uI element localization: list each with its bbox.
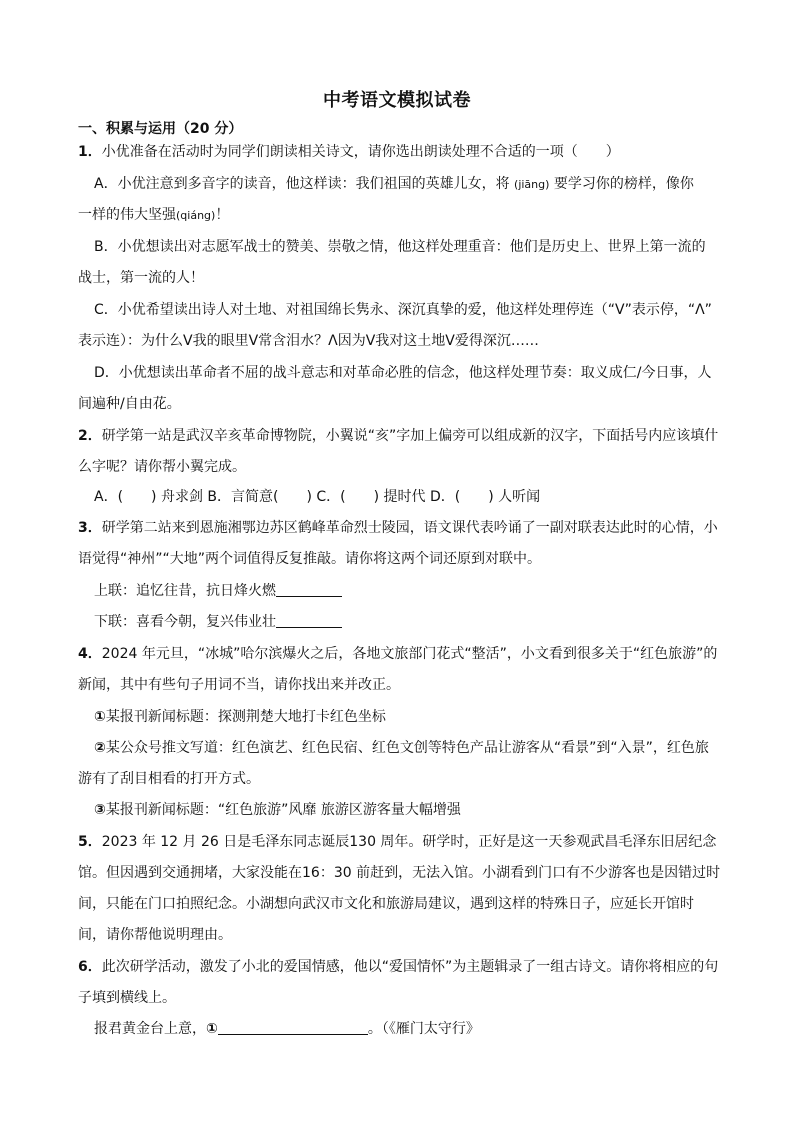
circled-number: ③ xyxy=(94,802,106,818)
answer-blank[interactable] xyxy=(276,582,342,597)
question-number: 5． xyxy=(78,834,102,850)
question-number: 6． xyxy=(78,959,102,975)
sentence-text: 某报刊新闻标题：探测荆楚大地打卡红色坐标 xyxy=(105,709,386,725)
question-number: 3． xyxy=(78,520,102,536)
option-a-text-cont: 要学习你的榜样，像你 xyxy=(553,176,694,192)
option-a-text-end: ！ xyxy=(215,207,230,223)
option-c-line2: 表示连）：为什么V我的眼里V常含泪水？Λ因为V我对这土地V爱得深沉…… xyxy=(78,333,539,349)
option-d-line2: 间遍种/自由花。 xyxy=(78,396,181,412)
question-5-line4: 间，请你帮他说明理由。 xyxy=(78,927,232,943)
poem-text: 报君黄金台上意， xyxy=(94,1021,206,1037)
question-text: 2024 年元旦，“冰城”哈尔滨爆火之后，各地文旅部门花式“整活”，小文看到很多关于“红色旅游”的 xyxy=(101,646,718,662)
question-number: 1． xyxy=(78,144,102,160)
option-a-text: A．小优注意到多音字的读音，他这样读：我们祖国的英雄儿女，将 xyxy=(94,176,510,192)
pinyin-note: (jiāng) xyxy=(514,178,550,191)
question-5-line1 xyxy=(78,832,738,852)
poem-source: 。（《雁门太守行》 xyxy=(367,1021,480,1037)
question-text: 2023 年 12 月 26 日是毛泽东同志诞辰130 周年。研学时，正好是这一天参观武昌毛泽东旧居纪念 xyxy=(101,834,717,850)
circled-number: ② xyxy=(94,740,106,756)
question-number: 4． xyxy=(78,646,102,662)
sentence-2-cont: 游有了刮目相看的打开方式。 xyxy=(78,771,260,787)
question-text: 小优准备在活动时为同学们朗读相关诗文，请你选出朗读处理不合适的一项（ ） xyxy=(101,144,620,160)
question-3-stem-cont: 语觉得“神州”“大地”两个词值得反复推敲。请你将这两个词还原到对联中。 xyxy=(78,551,542,567)
question-2-options: A．( ) 舟求剑 B．言简意( ) C．( ) 提时代 D．( ) 人听闻 xyxy=(94,489,541,505)
option-a-line2 xyxy=(78,205,738,226)
question-6-stem-cont: 子填到横线上。 xyxy=(78,990,176,1006)
question-4-stem-cont: 新闻，其中有些句子用词不当，请你找出来并改正。 xyxy=(78,677,400,693)
question-3-stem xyxy=(78,518,738,538)
question-1-stem xyxy=(78,142,738,162)
question-text: 研学第二站来到恩施湘鄂边苏区鹤峰革命烈士陵园，语文课代表吟诵了一副对联表达此时的心情，小 xyxy=(101,520,718,536)
pinyin-note: (qiáng) xyxy=(176,209,216,222)
sentence-1 xyxy=(94,707,738,727)
question-text: 研学第一站是武汉辛亥革命博物院，小翼说“亥”字加上偏旁可以组成新的汉字，下面括号内应该填什 xyxy=(101,428,719,444)
question-2-stem-cont: 么字呢？请你帮小翼完成。 xyxy=(78,459,246,475)
circled-number: ① xyxy=(206,1021,218,1037)
option-c-line1: C．小优希望读出诗人对土地、对祖国绵长隽永、深沉真挚的爱，他这样处理停连（“V”表示停，“Λ” xyxy=(94,302,712,318)
option-a-text: 一样的伟大坚强 xyxy=(78,207,176,223)
couplet-upper-text: 上联：追忆往昔，抗日烽火燃 xyxy=(94,583,276,599)
question-number: 2． xyxy=(78,428,102,444)
sentence-3 xyxy=(94,800,738,820)
option-a-line1 xyxy=(94,174,738,195)
answer-blank[interactable] xyxy=(276,613,342,628)
sentence-text: 某报刊新闻标题：“红色旅游”风靡 旅游区游客量大幅增强 xyxy=(105,802,461,818)
sentence-2 xyxy=(94,738,738,758)
question-5-line3: 间，只能在门口拍照纪念。小湖想向武汉市文化和旅游局建议，遇到这样的特殊日子，应延长开馆时 xyxy=(78,896,694,912)
question-6-stem xyxy=(78,957,738,977)
page-title: 中考语文模拟试卷 xyxy=(323,90,471,111)
sentence-text: 某公众号推文写道：红色演艺、红色民宿、红色文创等特色产品让游客从“看景”到“入景”，红色旅 xyxy=(105,740,709,756)
option-b-line2: 战士，第一流的人！ xyxy=(78,270,204,286)
poem-fill-line xyxy=(94,1019,738,1039)
couplet-lower xyxy=(94,612,738,632)
question-2-stem xyxy=(78,426,738,446)
option-b-line1: B．小优想读出对志愿军战士的赞美、崇敬之情，他这样处理重音：他们是历史上、世界上第一流的 xyxy=(94,239,706,255)
question-5-line2: 馆。但因遇到交通拥堵，大家没能在16：30 前赶到，无法入馆。小湖看到门口有不少游客也是因错过时 xyxy=(78,865,721,881)
circled-number: ① xyxy=(94,709,106,725)
section-heading: 一、积累与运用（20 分） xyxy=(78,121,243,137)
couplet-lower-text: 下联：喜看今朝，复兴伟业壮 xyxy=(94,614,276,630)
question-4-stem xyxy=(78,644,738,664)
answer-blank[interactable] xyxy=(218,1020,368,1035)
couplet-upper xyxy=(94,581,738,601)
option-d-line1: D．小优想读出革命者不屈的战斗意志和对革命必胜的信念，他这样处理节奏：取义成仁/今日事，人 xyxy=(94,365,712,381)
question-text: 此次研学活动，激发了小北的爱国情感，他以“爱国情怀”为主题辑录了一组古诗文。请你将相应的句 xyxy=(101,959,719,975)
